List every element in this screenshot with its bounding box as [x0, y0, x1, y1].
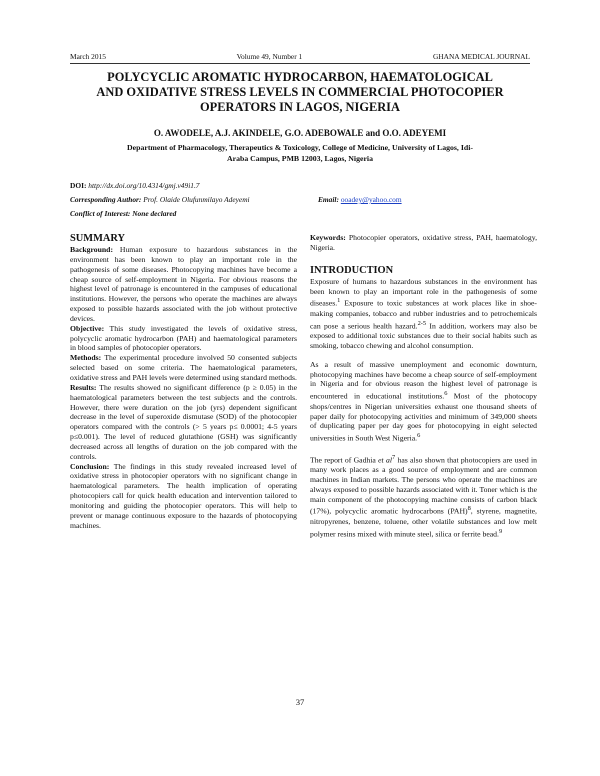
citation-ref: 8 — [467, 505, 471, 513]
citation-ref: 1 — [337, 297, 341, 305]
conclusion-paragraph: Conclusion: The findings in this study revealed increased level of oxidative stress in photocopier operators with no significant change in haematological parameters. The health implication of operating photocopiers call for quick health education and intervention tailored to monitoring and guiding the photocopier operators. This will help to prevent or manage continuous exposure to the hazards of photocopying machines. — [70, 461, 297, 530]
introduction-column — [310, 233, 537, 548]
intro-paragraph-1: Exposure of humans to hazardous substances in the environment has been known to play an important role in the pathogenesis of some diseases.$^1$ Exposure to toxic substances at work places like in shoe-making companies, tobacco and rubber industries and to petrochemicals can pose a serious health hazard.$^{2-5}$ In addition, workers may also be exposed to additional toxic substances due to their social habits such as smoking, tobacco chewing and alcohol consumption. — [310, 276, 537, 350]
author-list: O. AWODELE, A.J. AKINDELE, G.O. ADEBOWALE and O.O. ADEYEMI — [153, 128, 447, 138]
citation-ref: 6 — [417, 432, 421, 440]
intro-paragraph-3: The report of Gadhia et $al^7$ has also shown that photocopiers are used in many work places as a good source of employment and are common machines in Indian markets. The persons who operate the machines are always exposed to possible hazards associated with it. Toner which is the main component of the photocopying machine consists of carbon black (17%), polycyclic aromatic hydrocarbons (PAH)$^8$, styrene, magnetite, nitropyrenes, benzene, toluene, other volatile substances and low melt polymer resins mixed with minute steel, silica or ferrite bead.$^9$ — [310, 453, 537, 539]
corresponding-author-name: Prof. Olaide Olufunmilayo Adeyemi — [143, 195, 250, 204]
affiliation-line: Department of Pharmacology, Therapeutics & Toxicology, College of Medicine, University of Lagos, Idi- — [127, 143, 473, 152]
objective-paragraph: Objective: This study investigated the levels of oxidative stress, polycyclic aromatic hydrocarbon (PAH) and haematological parameters in blood samples of photocopier operators. — [70, 323, 297, 353]
title-line: AND OXIDATIVE STRESS LEVELS IN COMMERCIAL PHOTOCOPIER — [96, 85, 504, 99]
affiliation — [80, 142, 520, 164]
results-paragraph: Results: The results showed no significant difference (p ≥ 0.05) in the haematological parameters between the test subjects and the controls. However, there were duration on the job (yrs) dependent significant decrease in the level of superoxide dismutase (SOD) of the photocopier operators compared with the controls (> 5 years p≤ 0.0001; 4-5 years p≤0.001). The level of reduced glutathione (GSH) was significantly decreased across all lengths of duration on the job compared with the controls. — [70, 382, 297, 461]
affiliation-line: Araba Campus, PMB 12003, Lagos, Nigeria — [227, 154, 373, 163]
email-line — [318, 195, 402, 204]
keywords-paragraph: Keywords: Photocopier operators, oxidative stress, PAH, haematology, Nigeria. — [310, 233, 538, 252]
email-link[interactable]: ooadey@yahoo.com — [340, 195, 402, 204]
volume-number: Volume 49, Number 1 — [236, 52, 303, 61]
citation-ref: 7 — [391, 453, 396, 461]
title-line: OPERATORS IN LAGOS, NIGERIA — [200, 100, 400, 114]
doi-line — [70, 181, 200, 190]
corresponding-label: Corresponding Author: — [70, 195, 142, 204]
introduction-heading: INTRODUCTION — [310, 264, 394, 276]
doi-link[interactable]: http://dx.doi.org/10.4314/gmj.v49i1.7 — [88, 181, 200, 190]
page-number: 37 — [295, 697, 305, 707]
journal-name: GHANA MEDICAL JOURNAL — [432, 52, 530, 61]
corresponding-author-line — [70, 195, 250, 204]
citation-ref: 2-5 — [417, 319, 427, 327]
issue-date: March 2015 — [70, 52, 106, 61]
citation-ref: 9 — [498, 527, 503, 535]
summary-column — [70, 233, 297, 530]
paper-title — [70, 70, 530, 115]
conflict-of-interest: Conflict of Interest: None declared — [70, 209, 177, 218]
running-header — [70, 52, 530, 64]
background-paragraph: Background: Human exposure to hazardous substances in the environment has been known to play an important role in the pathogenesis of some diseases. Photocopying machines have become a cheap source of self-employment in Nigeria. For obvious reasons the highest level of patronage is encountered in the campuses of educational institutions. However, the persons who operate the machines are always exposed to possible hazards associated with the job without protective devices. — [70, 245, 297, 323]
email-label: Email: — [318, 195, 339, 204]
summary-heading: SUMMARY — [70, 233, 126, 244]
citation-ref: 6 — [444, 390, 448, 398]
intro-paragraph-2: As a result of massive unemployment and economic downturn, photocopying machines have become a cheap source of self-employment in Nigeria and for obvious reason the highest level of patronage is encountered in educational institutions.$^6$ Most of the photocopy shops/centres in Nigerian universities exhaust one thousand sheets of paper daily for photocopying activities and minimum of 349,000 sheets of duplicating paper per day goes for photocopying in eight selected universities in South West Nigeria.$^6$ — [310, 359, 537, 443]
methods-paragraph: Methods: The experimental procedure involved 50 consented subjects selected based on some criteria. The haematological parameters, oxidative stress and PAH levels were determined using standard methods. — [70, 353, 297, 382]
title-line: POLYCYCLIC AROMATIC HYDROCARBON, HAEMATOLOGICAL — [107, 70, 493, 84]
doi-label: DOI: — [70, 181, 87, 190]
